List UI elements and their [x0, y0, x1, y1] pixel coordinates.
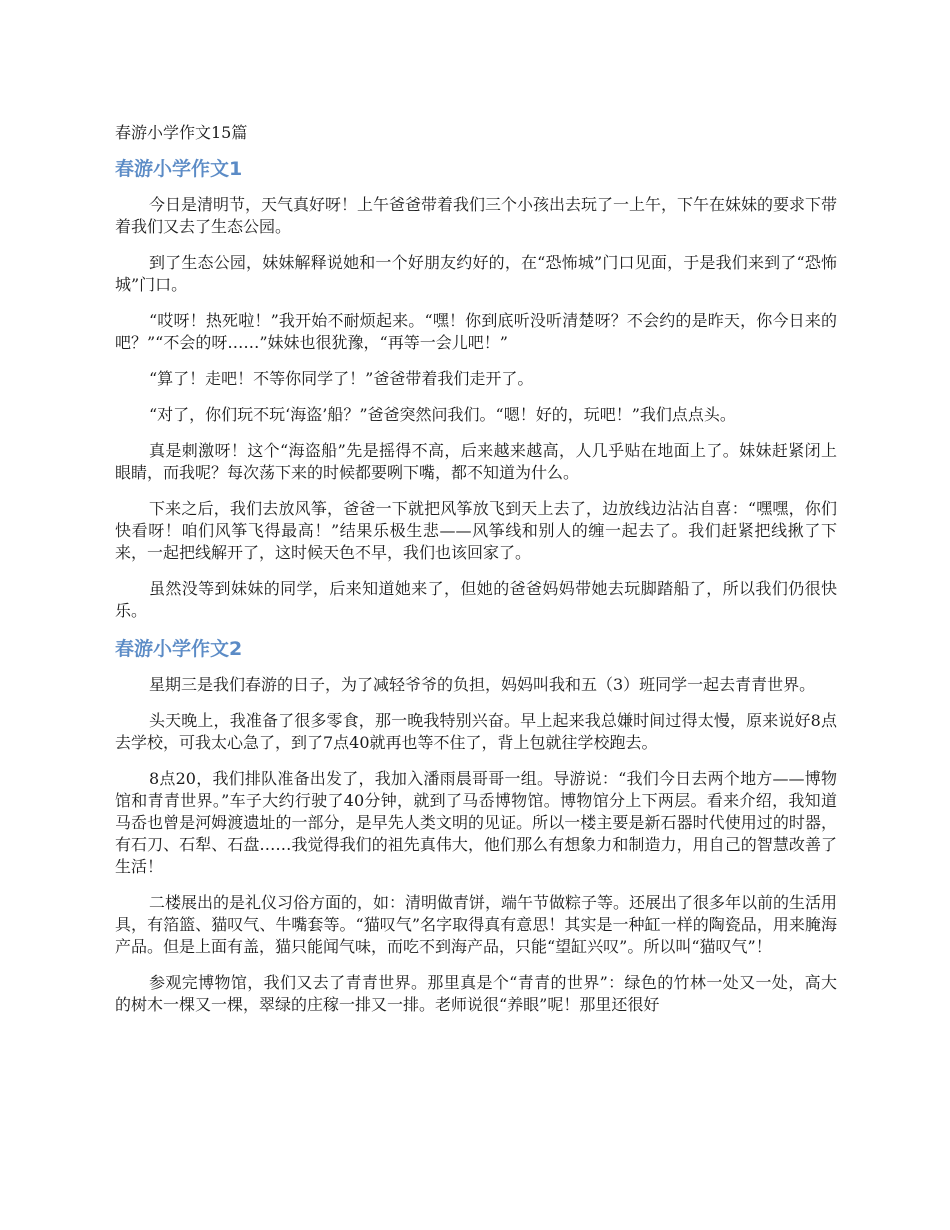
section-heading: 春游小学作文2	[115, 638, 243, 660]
paragraph: “哎呀！热死啦！”我开始不耐烦起来。“嘿！你到底听没听清楚呀？不会约的是昨天，你今日来的吧？”“不会的呀……”妹妹也很犹豫，“再等一会儿吧！”	[115, 311, 837, 352]
paragraph: 二楼展出的是礼仪习俗方面的，如：清明做青饼，端午节做粽子等。还展出了很多年以前的生活用具，有箔篮、猫叹气、牛嘴套等。“猫叹气”名字取得真有意思！其实是一种缸一样的陶瓷品，用来腌海产品。但是上面有盖，猫只能闻气味，而吃不到海产品，只能“望缸兴叹”。所以叫“猫叹气”！	[115, 893, 838, 956]
paragraph: 真是刺激呀！这个“海盗船”先是摇得不高，后来越来越高，人几乎贴在地面上了。妹妹赶紧闭上眼睛，而我呢？每次荡下来的时候都要咧下嘴，都不知道为什么。	[115, 441, 837, 482]
paragraph: 到了生态公园，妹妹解释说她和一个好朋友约好的，在“恐怖城”门口见面，于是我们来到了“恐怖城”门口。	[115, 253, 837, 294]
paragraph: “对了，你们玩不玩‘海盗’船？”爸爸突然问我们。“嗯！好的，玩吧！”我们点点头。	[149, 405, 736, 424]
paragraph: 星期三是我们春游的日子，为了减轻爷爷的负担，妈妈叫我和五（3）班同学一起去青青世界。	[149, 675, 816, 694]
paragraph: 虽然没等到妹妹的同学，后来知道她来了，但她的爸爸妈妈带她去玩脚踏船了，所以我们仍很快乐。	[115, 579, 837, 620]
paragraph: 下来之后，我们去放风筝，爸爸一下就把风筝放飞到天上去了，边放线边沾沾自喜：“嘿嘿，你们快看呀！咱们风筝飞得最高！”结果乐极生悲——风筝线和别人的缠一起去了。我们赶紧把线揪了下来，一起把线解开了，这时候天色不早，我们也该回家了。	[115, 499, 837, 562]
paragraph: 8点20，我们排队准备出发了，我加入潘雨晨哥哥一组。导游说：“我们今日去两个地方——博物馆和青青世界。”车子大约行驶了40分钟，就到了马岙博物馆。博物馆分上下两层。看来介绍，我知道马岙也曾是河姆渡遗址的一部分，是早先人类文明的见证。所以一楼主要是新石器时代使用过的时器，有石刀、石犁、石盘……我觉得我们的祖先真伟大，他们那么有想象力和制造力，用自己的智慧改善了生活！	[115, 769, 837, 876]
paragraph: 头天晚上，我准备了很多零食，那一晚我特别兴奋。早上起来我总嫌时间过得太慢，原来说好8点去学校，可我太心急了，到了7点40就再也等不住了，背上包就往学校跑去。	[115, 711, 837, 752]
essay-section-1	[115, 156, 837, 622]
paragraph: 参观完博物馆，我们又去了青青世界。那里真是个“青青的世界”：绿色的竹林一处又一处，高大的树木一棵又一棵，翠绿的庄稼一排又一排。老师说很“养眼”呢！那里还很好	[115, 973, 837, 1014]
essay-section-2	[115, 636, 837, 1016]
document-page	[115, 122, 837, 1030]
paragraph: 今日是清明节，天气真好呀！上午爸爸带着我们三个小孩出去玩了一上午，下午在妹妹的要求下带着我们又去了生态公园。	[115, 195, 838, 236]
document-title: 春游小学作文15篇	[115, 123, 248, 142]
section-heading: 春游小学作文1	[115, 158, 243, 180]
paragraph: “算了！走吧！不等你同学了！”爸爸带着我们走开了。	[149, 369, 534, 388]
